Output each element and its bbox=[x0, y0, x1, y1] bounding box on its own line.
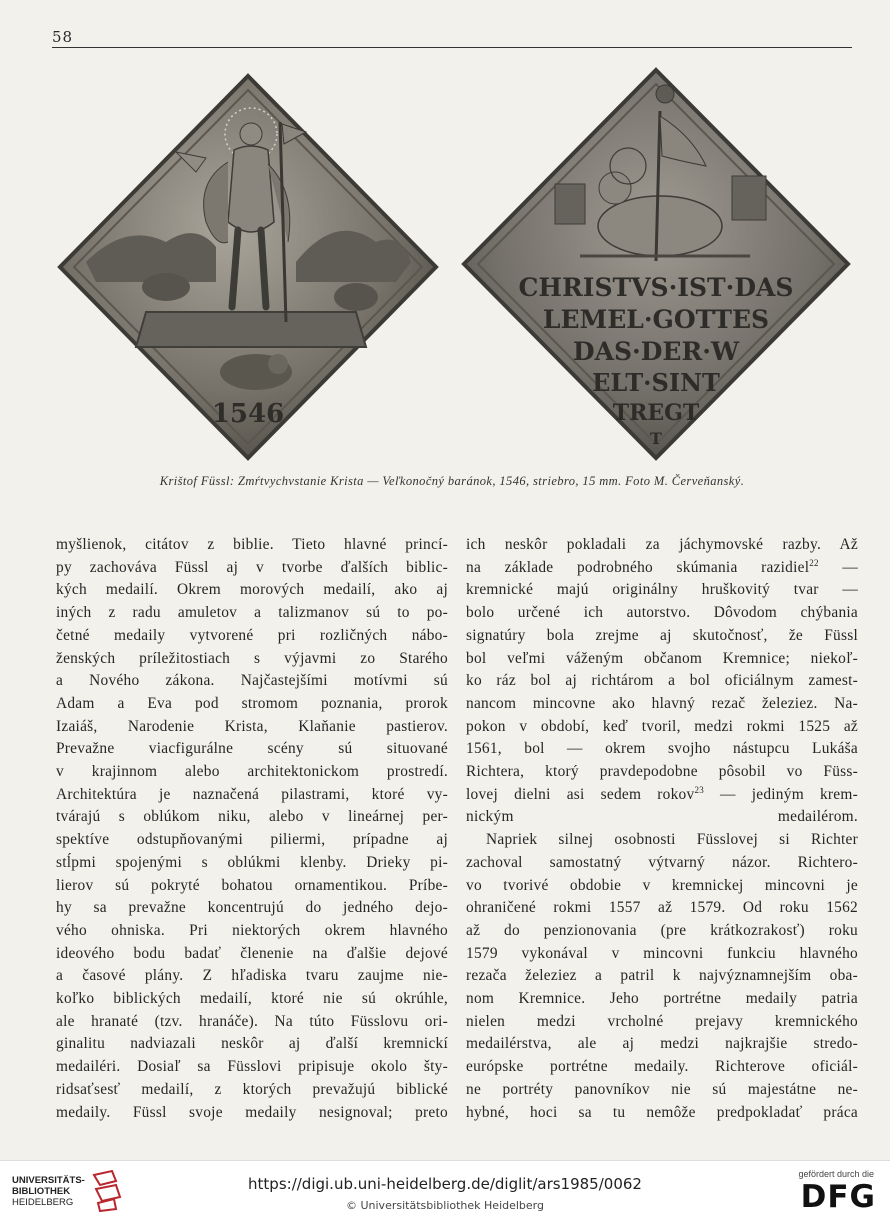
text-line: a časové plány. Z hľadiska tvaru zaujme nie- bbox=[56, 967, 448, 985]
text-line-body: signatúry bola zrejme aj skutočnosť, že Füssl bbox=[466, 626, 858, 644]
inscription-line-4: ELT·SINT bbox=[592, 368, 720, 397]
text-line bbox=[466, 534, 858, 557]
text-line-body: zachoval samostatný výtvarný názor. Richtero- bbox=[466, 853, 858, 871]
text-line bbox=[466, 579, 858, 602]
text-line: stĺpmi spojenými s oblúkmi klenby. Drieky pi- bbox=[56, 853, 448, 871]
left-text-column bbox=[56, 534, 448, 1124]
text-line: medailéri. Dosiaľ sa Füsslovi pripisuje okolo šty- bbox=[56, 1058, 448, 1076]
text-line-body: nom Kremnice. Jeho portrétne medaily patria bbox=[466, 990, 858, 1008]
text-line: kých medailí. Okrem morových medailí, ako aj bbox=[56, 581, 448, 599]
text-line bbox=[466, 829, 858, 852]
text-line: myšlienok, citátov z biblie. Tieto hlavné princí- bbox=[56, 536, 448, 553]
text-line-body: 1579 vykonával v mincovni funkciu hlavného bbox=[466, 944, 858, 962]
text-line-body: ohraničené rokmi 1557 až 1579. Od roku 1562 bbox=[466, 899, 858, 917]
text-line bbox=[466, 897, 858, 920]
text-line-body: bol veľmi váženým občanom Kremnice; niekoľ- bbox=[466, 649, 858, 667]
easter-lamb-medal-image bbox=[460, 66, 852, 462]
text-line-body: nickým medailérom. bbox=[466, 808, 858, 826]
text-line: Adam a Eva pod stromom poznania, prorok bbox=[56, 694, 448, 712]
text-line bbox=[466, 806, 858, 829]
text-line bbox=[466, 625, 858, 648]
text-line: ginalitu nadviazali neskôr aj ďalší kremnickí bbox=[56, 1035, 448, 1053]
text-line bbox=[466, 761, 858, 784]
text-line-body: nancom mincovne ako hlavný rezač železiez. Na- bbox=[466, 694, 858, 712]
text-line-body: lovej dielni asi sedem rokov bbox=[466, 785, 695, 803]
text-line bbox=[466, 1056, 858, 1079]
text-line-body: vo tvorivé obdobie v kremnickej mincovni je bbox=[466, 876, 858, 894]
footnote-reference[interactable]: 22 bbox=[809, 557, 819, 568]
medal-date-inscription: 1546 bbox=[211, 399, 285, 429]
text-line bbox=[466, 693, 858, 716]
text-line: iných z radu amuletov a talizmanov sú to po- bbox=[56, 604, 448, 622]
text-line bbox=[466, 648, 858, 671]
library-name-line: HEIDELBERG bbox=[12, 1197, 74, 1208]
text-line-body: až do penzionovania (pre krátkozrakosť) roku bbox=[466, 921, 858, 939]
page-number: 58 bbox=[52, 28, 74, 46]
text-line: lierov sú pokryté bohatou ornamentikou. Príbe- bbox=[56, 876, 448, 894]
text-line bbox=[466, 988, 858, 1011]
text-line bbox=[466, 670, 858, 693]
text-line: v krajinnom alebo architektonickom prostredí. bbox=[56, 763, 448, 781]
text-line bbox=[466, 1033, 858, 1056]
text-line-body: ko ráz bol aj richtárom a bol oficiálnym zamest- bbox=[466, 672, 858, 690]
text-line bbox=[466, 1011, 858, 1034]
text-line-body: ne portréty panovníkov nie sú majestátne ne- bbox=[466, 1080, 858, 1098]
text-line: tvárajú s oblúkom niku, alebo v lineárnej per- bbox=[56, 808, 448, 826]
text-line-body: ich neskôr pokladali za jáchymovské razby. Až bbox=[466, 536, 858, 553]
right-text-column bbox=[466, 534, 858, 1124]
text-line bbox=[466, 738, 858, 761]
text-line-body: európske portrétne medaily. Richterove oficiál- bbox=[466, 1058, 858, 1076]
text-line bbox=[466, 1102, 858, 1125]
text-line-body: Napriek silnej osobnosti Füsslovej si Richter bbox=[486, 831, 858, 849]
text-line: ideového bodu badať členenie na ďalšie dejové bbox=[56, 944, 448, 962]
text-line: vého ohniska. Pri niektorých okrem hlavného bbox=[56, 921, 448, 939]
text-line-body: nielen medzi vrcholné prejavy kremnického bbox=[466, 1012, 858, 1030]
text-line-body: bolo určené ich autorstvo. Dôvodom chýbania bbox=[466, 604, 858, 622]
library-name-line: UNIVERSITÄTS- bbox=[12, 1175, 85, 1186]
library-name-line: BIBLIOTHEK bbox=[12, 1186, 71, 1197]
inscription-line-6: T bbox=[650, 429, 662, 448]
text-line bbox=[466, 716, 858, 739]
text-line-body: hybné, hoci sa tu nemôže predpokladať práca bbox=[466, 1103, 858, 1121]
text-line bbox=[466, 784, 858, 807]
inscription-line-5: TREGT bbox=[612, 400, 700, 426]
text-line bbox=[466, 965, 858, 988]
inscription-line-3: DAS·DER·W bbox=[572, 337, 740, 366]
resurrection-medal-image bbox=[56, 72, 440, 462]
text-line: medaily. Füssl svoje medaily nesignoval; preto bbox=[56, 1103, 448, 1121]
document-url-link[interactable]: https://digi.ub.uni-heidelberg.de/diglit/ars1985/0062 bbox=[248, 1175, 642, 1193]
text-line: py zachováva Füssl aj v tvorbe ďalších biblic- bbox=[56, 558, 448, 576]
figure-caption: Krištof Füssl: Zmŕtvychvstanie Krista — Veľkonočný baránok, 1546, striebro, 15 mm. Foto M. Červeňanský. bbox=[159, 474, 745, 488]
dfg-logo[interactable]: DFG bbox=[800, 1179, 876, 1215]
text-line-body: kremnické majú originálny hruškovitý tvar — bbox=[466, 581, 858, 599]
text-line: a Nového zákona. Najčastejšími motívmi sú bbox=[56, 672, 448, 690]
text-line bbox=[466, 920, 858, 943]
text-line: ridsaťsesť medailí, z ktorých prevažujú biblické bbox=[56, 1080, 448, 1098]
text-line bbox=[466, 602, 858, 625]
text-line-body: Richtera, ktorý pravdepodobne pôsobil vo Füss- bbox=[466, 763, 858, 781]
text-line: hy sa prevažne koncentrujú do jedného dejo- bbox=[56, 899, 448, 917]
header-rule bbox=[52, 47, 852, 48]
text-line: ženských príležitostiach s výjavmi zo Starého bbox=[56, 649, 448, 667]
text-line-continuation: — jediným krem- bbox=[703, 785, 858, 803]
text-line-body: pokon v období, keď tvoril, medzi rokmi 1525 až bbox=[466, 717, 858, 735]
text-line: Prevažne viacfigurálne scény sú situované bbox=[56, 740, 448, 758]
inscription-line-2: LEMEL·GOTTES bbox=[542, 305, 770, 334]
text-line bbox=[466, 557, 858, 580]
text-line-body: na základe podrobného skúmania razidiel bbox=[466, 558, 810, 576]
copyright-notice: © Universitätsbibliothek Heidelberg bbox=[345, 1199, 544, 1212]
text-line: četné medaily vytvorené pri rozličných nábo- bbox=[56, 626, 448, 644]
text-line: spektíve odstupňovanými piliermi, prípadne aj bbox=[56, 831, 448, 849]
text-line-body: medailérstva, ale aj medzi najkrajšie stredo- bbox=[466, 1035, 858, 1053]
text-line-body: rezača železiez a patril k najvýznamnejším oba- bbox=[466, 967, 858, 985]
text-line bbox=[466, 1079, 858, 1102]
text-line-body: 1561, bol — okrem svojho nástupcu Lukáša bbox=[466, 740, 858, 758]
inscription-line-1: CHRISTVS·IST·DAS bbox=[518, 273, 794, 302]
footer-bar bbox=[0, 1160, 890, 1224]
text-line: ale hranaté (tzv. hranáče). Na túto Füsslovu ori- bbox=[56, 1012, 448, 1030]
text-line bbox=[466, 875, 858, 898]
footnote-reference[interactable]: 23 bbox=[694, 784, 704, 795]
text-line-continuation: — bbox=[818, 558, 858, 576]
text-line: Izaiáš, Narodenie Krista, Klaňanie pastierov. bbox=[56, 717, 448, 735]
text-line: koľko biblických medailí, ktoré nie sú okrúhle, bbox=[56, 990, 448, 1008]
text-line bbox=[466, 852, 858, 875]
text-line: Architektúra je naznačená pilastrami, ktoré vy- bbox=[56, 785, 448, 803]
funded-by-label: gefördert durch die bbox=[798, 1169, 874, 1179]
text-line bbox=[466, 943, 858, 966]
